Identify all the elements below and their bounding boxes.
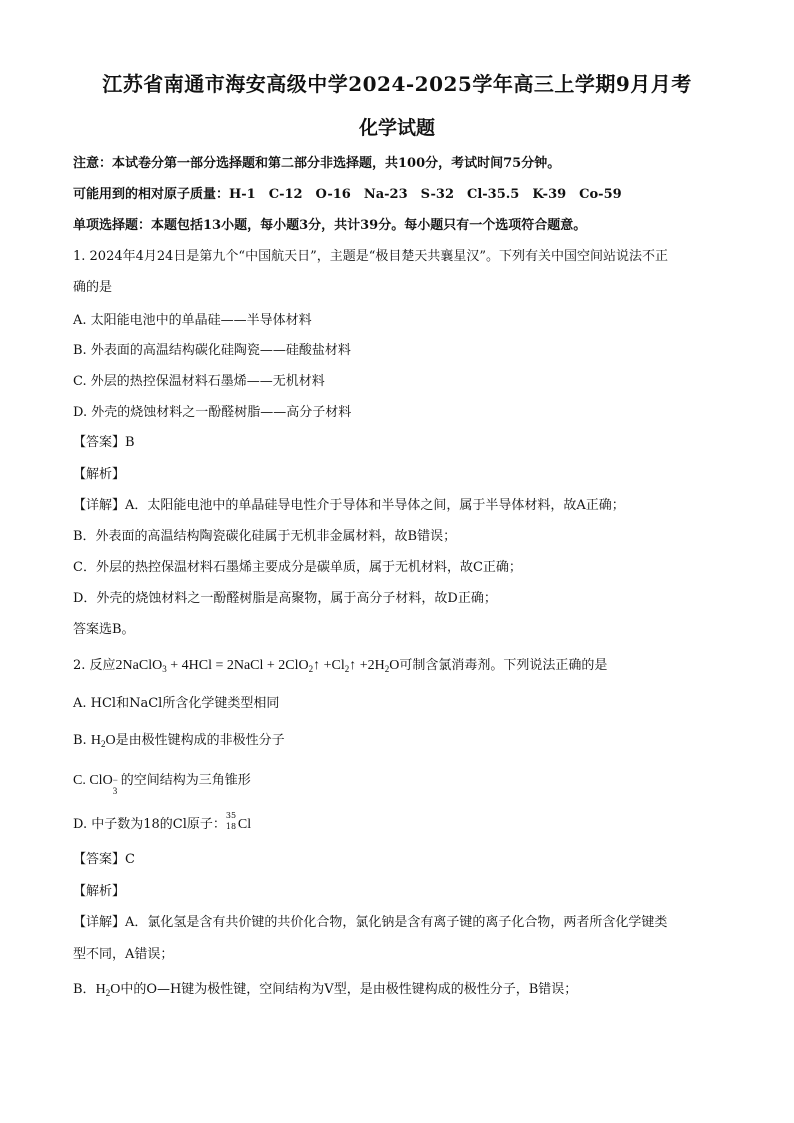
eq-part: O [389, 658, 400, 673]
mass-number: 35 [225, 811, 237, 820]
formula-part: H [95, 982, 106, 997]
q1-stem-line2: 确的是 [73, 280, 113, 295]
q2-option-c [73, 769, 251, 796]
formula-part: H [90, 733, 101, 748]
document-subtitle: 化学试题 [358, 117, 435, 139]
eq-subscript: 2 [384, 664, 390, 674]
section-heading: 单项选择题：本题包括13小题，每小题3分，共计39分。每小题只有一个选项符合题意。 [73, 218, 587, 233]
q1-option-c: C. 外层的热控保温材料石墨烯——无机材料 [73, 374, 325, 389]
atomic-mass-text: 可能用到的相对原子质量：H-1 C-12 O-16 Na-23 S-32 Cl-35.5 K-39 Co-59 [73, 187, 622, 202]
chlorate-formula [73, 773, 121, 796]
q1-answer: 【答案】B [73, 435, 135, 450]
atomic-number: 18 [225, 822, 237, 831]
q2-stem-suffix: 可制含氯消毒剂。下列说法正确的是 [399, 658, 608, 673]
q1-detail-a: 【详解】A．太阳能电池中的单晶硅导电性介于导体和半导体之间，属于半导体材料，故A正确； [73, 498, 625, 513]
water-formula [91, 733, 116, 748]
isotope-notation [225, 811, 238, 831]
formula-superscript: − [112, 775, 118, 785]
eq-part: ↑ +Cl [313, 658, 345, 673]
eq-part: + 4HCl = 2NaCl + 2ClO [166, 658, 309, 673]
detail-label: B． [73, 982, 96, 997]
q2-stem-prefix: 2. 反应 [73, 658, 116, 673]
q1-analysis-label: 【解析】 [73, 467, 126, 482]
q2-detail-a-line1: 【详解】A．氯化氢是含有共价键的共价化合物，氯化钠是含有离子键的离子化合物，两者所含化学键类 [73, 915, 668, 930]
eq-part: ↑ +2H [349, 658, 385, 673]
q2-analysis-label: 【解析】 [73, 884, 126, 899]
q1-conclusion: 答案选B。 [73, 622, 135, 637]
q1-option-d: D. 外壳的烧蚀材料之一酚醛树脂——高分子材料 [73, 405, 352, 420]
q2-detail-a-line2: 型不同，A错误； [73, 947, 174, 962]
q1-stem-line1: 1. 2024年4月24日是第九个“中国航天日”，主题是“极目楚天共襄星汉”。下列有关中国空间站说法不正 [73, 249, 669, 264]
q2-detail-b [73, 978, 577, 998]
q1-detail-b: B．外表面的高温结构陶瓷碳化硅属于无机非金属材料，故B错误； [73, 529, 457, 544]
formula-part: C. ClO [73, 773, 113, 788]
formula-subscript: 2 [105, 988, 111, 998]
q2-option-d [73, 813, 251, 833]
q2-equation [116, 658, 400, 673]
eq-part: 2NaClO [115, 658, 163, 673]
option-text: 是由极性键构成的非极性分子 [115, 733, 285, 748]
q1-detail-c: C．外层的热控保温材料石墨烯主要成分是碳单质，属于无机材料，故C正确； [73, 560, 522, 575]
notice-text: 注意：本试卷分第一部分选择题和第二部分非选择题，共100分，考试时间75分钟。 [73, 156, 561, 171]
q2-answer: 【答案】C [73, 852, 135, 867]
eq-subscript: 3 [162, 664, 167, 674]
detail-text: 中的O—H键为极性键，空间结构为V型，是由极性键构成的极性分子，B错误； [120, 982, 578, 997]
formula-subscript: 2 [100, 739, 106, 749]
q2-option-a: A. HCl和NaCl所含化学键类型相同 [73, 696, 280, 711]
formula-part: O [105, 733, 116, 748]
q1-option-b: B. 外表面的高温结构碳化硅陶瓷——硅酸盐材料 [73, 343, 351, 358]
eq-subscript: 2 [344, 664, 350, 674]
formula-subscript: 3 [112, 786, 118, 796]
q1-detail-d: D．外壳的烧蚀材料之一酚醛树脂是高聚物，属于高分子材料，故D正确； [73, 591, 497, 606]
element-symbol: Cl [237, 817, 252, 832]
option-text: D. 中子数为18的Cl原子： [73, 817, 226, 832]
q1-option-a: A. 太阳能电池中的单晶硅——半导体材料 [73, 313, 312, 328]
formula-part: O [110, 982, 121, 997]
option-label: B. [73, 733, 91, 748]
eq-subscript: 2 [308, 664, 314, 674]
option-text: 的空间结构为三角锥形 [120, 773, 251, 788]
q2-stem [73, 654, 607, 674]
q2-option-b [73, 729, 285, 749]
water-formula [96, 982, 121, 997]
document-title: 江苏省南通市海安高级中学2024-2025学年高三上学期9月月考 [102, 72, 692, 96]
